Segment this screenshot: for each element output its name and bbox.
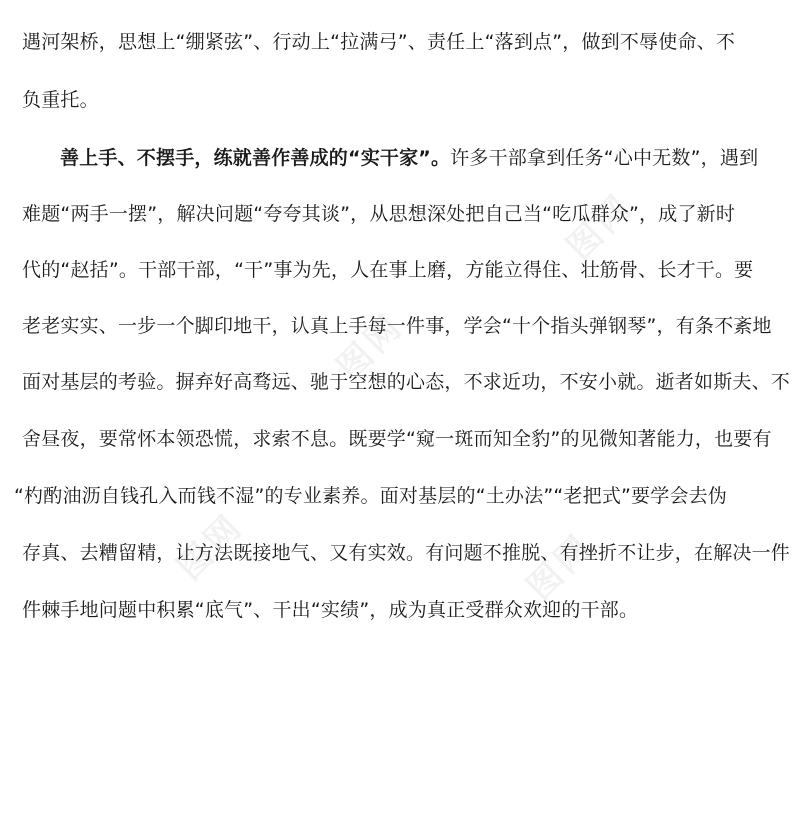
text-line: 遇河架桥，思想上“绷紧弦”、行动上“拉满弓”、责任上“落到点”，做到不辱使命、不 (22, 31, 736, 53)
watermark: 图网 (169, 505, 252, 588)
paragraph-first-line-text: 许多干部拿到任务“心中无数”，遇到 (450, 147, 759, 169)
text-line: 存真、去糟留精，让方法既接地气、又有实效。有问题不推脱、有挫折不让步，在解决一件 (22, 542, 791, 564)
watermark: 图网 (329, 305, 412, 388)
text-line: 件棘手地问题中积累“底气”、干出“实绩”，成为真正受群众欢迎的干部。 (22, 599, 639, 621)
text-line: “杓酌油沥自钱孔入而钱不湿”的专业素养。面对基层的“土办法”“老把式”要学会去伪 (14, 485, 728, 507)
text-line: 负重托。 (22, 89, 99, 111)
text-line: 面对基层的考验。摒弃好高骛远、驰于空想的心态，不求近功，不安小就。逝者如斯夫、不 (22, 371, 791, 393)
paragraph-heading: 善上手、不摆手，练就善作善成的“实干家”。 (60, 147, 451, 169)
text-line: 代的“赵括”。干部干部，“干”事为先，人在事上磨，方能立得住、壮筋骨、长才干。要 (22, 259, 754, 281)
watermark: 图网 (559, 185, 642, 268)
text-line: 难题“两手一摆”，解决问题“夸夸其谈”，从思想深处把自己当“吃瓜群众”，成了新时 (22, 203, 736, 225)
text-line: 舍昼夜，要常怀本领恐慌，求索不息。既要学“窥一斑而知全豹”的见微知著能力，也要有 (22, 428, 772, 450)
paragraph-first-line (60, 146, 758, 170)
text-line: 老老实实、一步一个脚印地干，认真上手每一件事，学会“十个指头弹钢琴”，有条不紊地 (22, 315, 772, 337)
watermark: 图网 (519, 525, 602, 608)
